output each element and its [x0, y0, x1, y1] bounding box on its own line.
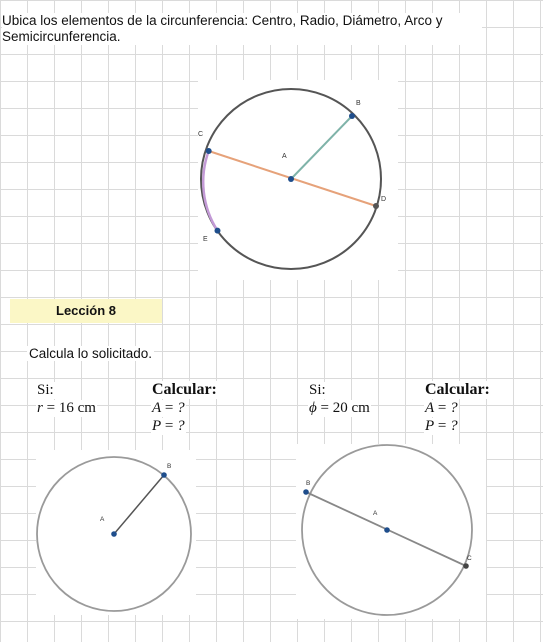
problem2-given-label: Si: — [309, 382, 326, 398]
problem1-ask-label: Calcular: — [152, 381, 217, 398]
center-point — [111, 531, 117, 537]
lesson-banner — [10, 299, 162, 323]
label-center: A — [373, 510, 378, 517]
problem2-ask-label: Calcular: — [425, 381, 490, 398]
label-center: A — [100, 516, 105, 523]
lesson-title: Lección 8 — [56, 303, 116, 318]
problem2-ask-perimeter: P = ? — [425, 418, 458, 434]
center-point — [384, 527, 390, 533]
label-center: A — [282, 153, 287, 160]
radius-point — [161, 472, 167, 478]
problem1-given-value: 16 cm — [58, 400, 96, 416]
problem1-ask-area: A = ? — [152, 400, 185, 416]
label-diameter-end: D — [381, 196, 387, 203]
label-diameter-start: C — [198, 131, 204, 138]
problem2-perimeter-var: P — [425, 418, 435, 434]
problem1-given-label: Si: — [37, 382, 54, 398]
problem1-perimeter-unknown: ? — [177, 418, 185, 434]
problem2-given: ϕ = 20 cm — [309, 400, 370, 416]
radius-diagram — [36, 450, 196, 615]
arc-end-point — [215, 228, 221, 234]
problem1-perimeter-var: P — [152, 418, 162, 434]
exercise-subtitle: Calcula lo solicitado. — [29, 346, 153, 361]
circle-elements-diagram — [198, 80, 398, 280]
radius-point — [349, 113, 355, 119]
center-point — [288, 176, 294, 182]
label-diameter-start: B — [306, 480, 311, 487]
instruction-text: Ubica los elementos de la circunferencia: Centro, Radio, Diámetro, Arco y Semicircunferencia. — [2, 13, 482, 45]
problem2-ask-area: A = ? — [425, 400, 458, 416]
diameter-diagram — [296, 444, 486, 619]
diameter-end-point — [463, 563, 469, 569]
problem1-area-var: A — [152, 400, 162, 416]
diameter-start-point — [303, 489, 309, 495]
problem1-area-unknown: ? — [177, 400, 185, 416]
diameter-end-point — [373, 203, 379, 209]
label-arc-point: E — [203, 236, 208, 243]
label-diameter-end: C — [467, 555, 472, 562]
problem2-area-unknown: ? — [450, 400, 458, 416]
problem2-perimeter-unknown: ? — [450, 418, 458, 434]
problem2-given-value: 20 cm — [332, 400, 370, 416]
problem2-area-var: A — [425, 400, 435, 416]
problem1-ask-perimeter: P = ? — [152, 418, 185, 434]
problem2-given-var: ϕ — [309, 400, 317, 416]
label-radius-point: B — [167, 463, 172, 470]
problem1-given-var: r — [37, 400, 43, 416]
problem1-given: r = 16 cm — [37, 400, 96, 416]
label-radius-point: B — [356, 100, 361, 107]
diameter-start-point — [206, 148, 212, 154]
